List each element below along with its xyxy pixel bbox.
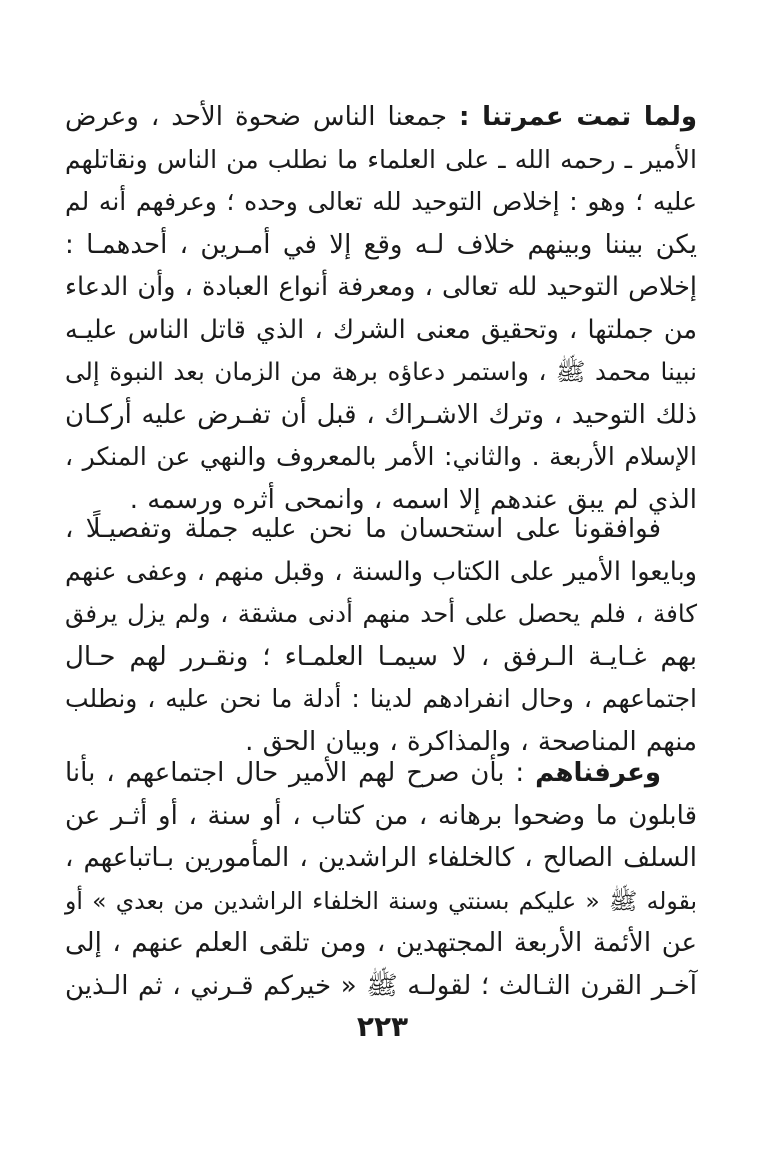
page-number: ٢٢٣ <box>356 1010 409 1043</box>
text-line: وعرفناهم : بأن صرح لهم الأمير حال اجتماعهم ، بأنا <box>65 758 661 788</box>
paragraph-3 <box>65 752 697 1007</box>
paragraph-lead: ولما تمت عمرتنا : <box>458 102 697 132</box>
text-line: الذي لم يبق عندهم إلا اسمه ، وانمحى أثره ورسمه . <box>129 484 697 515</box>
text-line: السلف الصالح ، كالخلفاء الراشدين ، المأمورين بـاتباعهم ، <box>65 843 697 873</box>
text-line: بهم غـايـة الـرفق ، لا سيمـا العلمـاء ؛ ونقـرر لهم حـال <box>65 641 697 672</box>
text-line: قابلون ما وضحوا برهانه ، من كتاب ، أو سنة ، أو أثـر عن <box>65 800 697 831</box>
paragraph-2 <box>65 508 697 763</box>
text-line: وبايعوا الأمير على الكتاب والسنة ، وقبل منهم ، وعفى عنهم <box>65 556 697 587</box>
text-line: بقوله ﷺ « عليكم بسنتي وسنة الخلفاء الراشدين من بعدي » أو <box>65 886 697 915</box>
text-line: الأمير ـ رحمه الله ـ على العلماء ما نطلب من الناس ونقاتلهم <box>65 144 697 174</box>
text-line: ولما تمت عمرتنا : جمعنا الناس ضحوة الأحد ، وعرض <box>65 102 697 132</box>
text-line: اجتماعهم ، وحال انفرادهم لدينا : أدلة ما نحن عليه ، ونطلب <box>65 684 697 713</box>
text-line: منهم المناصحة ، والمذاكرة ، وبيان الحق . <box>245 726 697 757</box>
text-line: نبينا محمد ﷺ ، واستمر دعاؤه برهة من الزمان بعد النبوة إلى <box>65 357 697 386</box>
text-line: من جملتها ، وتحقيق معنى الشرك ، الذي قاتل الناس عليـه <box>65 314 697 345</box>
text-line: عن الأئمة الأربعة المجتهدين ، ومن تلقى العلم عنهم ، إلى <box>65 928 697 958</box>
text-line: الإسلام الأربعة . والثاني: الأمر بالمعروف والنهي عن المنكر ، <box>65 442 697 471</box>
text-line: عليه ؛ وهو : إخلاص التوحيد لله تعالى وحده ؛ وعرفهم أنه لم <box>65 187 697 216</box>
text-line: فوافقونا على استحسان ما نحن عليه جملة وتفصيـلًا ، <box>65 514 661 544</box>
text-line: يكن بيننا وبينهم خلاف لـه وقع إلا في أمـرين ، أحدهمـا : <box>65 229 697 260</box>
paragraph-lead: وعرفناهم <box>535 758 661 788</box>
text-line: ذلك التوحيد ، وترك الاشـراك ، قبل أن تفـرض عليه أركـان <box>65 399 697 430</box>
text-line: إخلاص التوحيد لله تعالى ، ومعرفة أنواع العبادة ، وأن الدعاء <box>65 272 697 302</box>
paragraph-1 <box>65 96 697 521</box>
text-line: آخـر القرن الثـالث ؛ لقولـه ﷺ « خيركم قـرني ، ثم الـذين <box>65 970 697 1001</box>
text-line: كافة ، فلم يحصل على أحد منهم أدنى مشقة ، ولم يزل يرفق <box>65 599 697 628</box>
